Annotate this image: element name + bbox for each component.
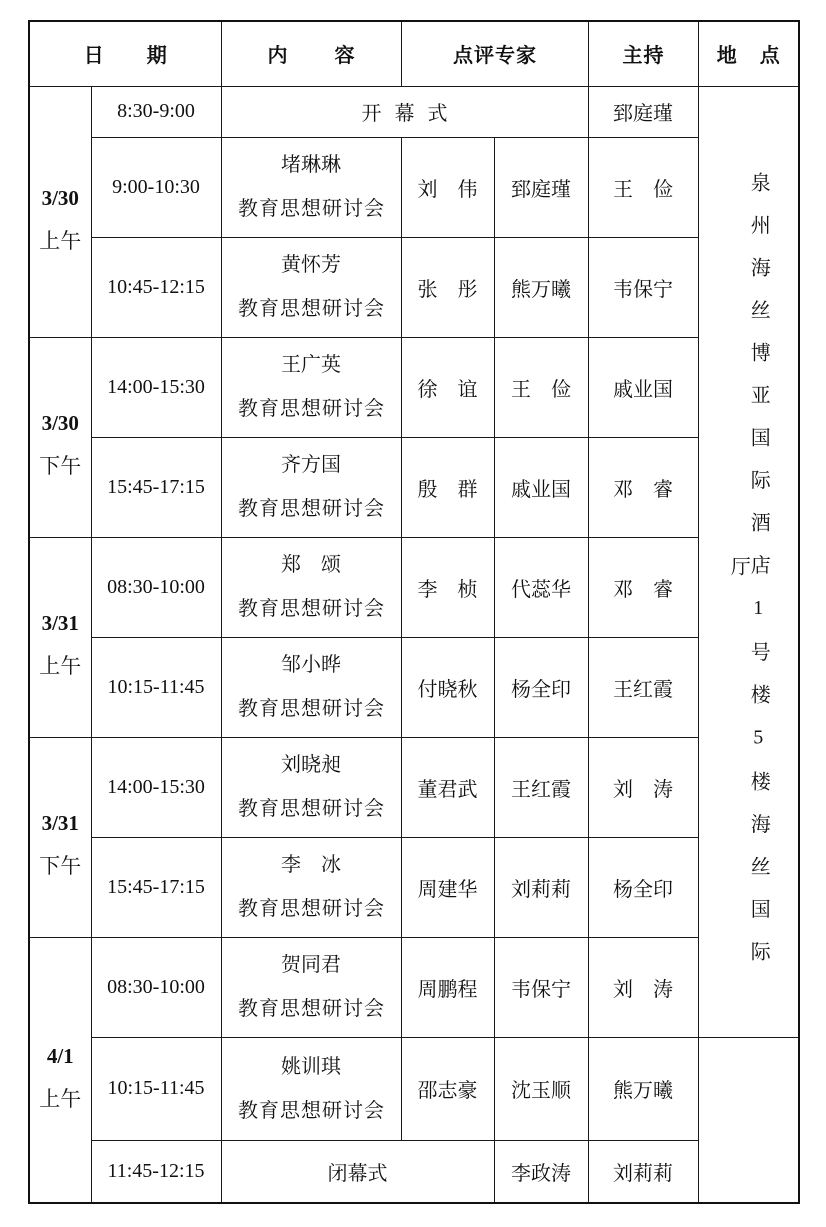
session-8-expert-1: 周建华 xyxy=(401,837,494,937)
session-6-topic: 教育思想研讨会 xyxy=(238,698,385,720)
day-1-period: 上午 xyxy=(39,229,82,253)
session-9-content-cell xyxy=(221,937,401,1037)
session-3-host: 戚业国 xyxy=(588,337,698,437)
closing-row xyxy=(29,1140,799,1203)
opening-time: 8:30-9:00 xyxy=(91,86,221,137)
header-content xyxy=(221,21,401,86)
header-location xyxy=(698,21,799,86)
session-2-host: 韦保宁 xyxy=(588,237,698,337)
location-cell xyxy=(698,86,799,1037)
session-8-speaker: 李 冰 xyxy=(281,854,341,876)
closing-title: 闭幕式 xyxy=(221,1140,494,1203)
session-row-4 xyxy=(29,437,799,537)
day-3-cell xyxy=(29,537,91,737)
opening-host: 郅庭瑾 xyxy=(588,86,698,137)
session-7-expert-2: 王红霞 xyxy=(494,737,588,837)
session-9-expert-2: 韦保宁 xyxy=(494,937,588,1037)
day-1-cell xyxy=(29,86,91,337)
header-location-label: 地 点 xyxy=(716,45,782,68)
day-2-date: 3/30 xyxy=(41,411,79,435)
session-4-topic: 教育思想研讨会 xyxy=(238,498,385,520)
day-3-date: 3/31 xyxy=(41,611,79,635)
header-content-label: 内 容 xyxy=(267,45,368,68)
session-3-speaker: 王广英 xyxy=(281,354,341,376)
session-5-speaker: 郑 颂 xyxy=(281,554,341,576)
session-9-time: 08:30-10:00 xyxy=(91,937,221,1037)
session-2-content-cell xyxy=(221,237,401,337)
day-5-period: 上午 xyxy=(39,1087,82,1111)
session-row-1 xyxy=(29,137,799,237)
session-4-expert-1: 殷 群 xyxy=(401,437,494,537)
session-2-expert-1: 张 彤 xyxy=(401,237,494,337)
session-3-content-cell xyxy=(221,337,401,437)
session-row-8 xyxy=(29,837,799,937)
location-empty-cell xyxy=(698,1037,799,1203)
day-4-period: 下午 xyxy=(39,855,82,878)
session-2-expert-2: 熊万曦 xyxy=(494,237,588,337)
session-10-time: 10:15-11:45 xyxy=(91,1037,221,1140)
header-date-label: 日 期 xyxy=(83,45,179,68)
session-1-expert-1: 刘 伟 xyxy=(401,137,494,237)
session-6-expert-2: 杨全印 xyxy=(494,637,588,737)
session-10-expert-2: 沈玉顺 xyxy=(494,1037,588,1140)
opening-title: 开 幕 式 xyxy=(221,86,588,137)
session-8-host: 杨全印 xyxy=(588,837,698,937)
session-7-time: 14:00-15:30 xyxy=(91,737,221,837)
session-1-host: 王 俭 xyxy=(588,137,698,237)
header-experts xyxy=(401,21,588,86)
closing-expert-2: 李政涛 xyxy=(494,1140,588,1203)
day-4-cell xyxy=(29,737,91,937)
session-row-6 xyxy=(29,637,799,737)
header-host xyxy=(588,21,698,86)
header-row xyxy=(29,21,799,86)
session-10-host: 熊万曦 xyxy=(588,1037,698,1140)
closing-time: 11:45-12:15 xyxy=(91,1140,221,1203)
opening-row xyxy=(29,86,799,137)
session-3-topic: 教育思想研讨会 xyxy=(238,398,385,420)
session-4-host: 邓 睿 xyxy=(588,437,698,537)
session-4-speaker: 齐方国 xyxy=(281,454,341,476)
day-3-period: 上午 xyxy=(39,655,82,678)
day-4-date: 3/31 xyxy=(41,811,79,835)
session-row-7 xyxy=(29,737,799,837)
session-5-expert-2: 代蕊华 xyxy=(494,537,588,637)
session-1-expert-2: 郅庭瑾 xyxy=(494,137,588,237)
session-7-host: 刘 涛 xyxy=(588,737,698,837)
session-row-10 xyxy=(29,1037,799,1140)
schedule-table xyxy=(28,20,800,1204)
day-2-cell xyxy=(29,337,91,537)
session-1-content-cell xyxy=(221,137,401,237)
session-5-topic: 教育思想研讨会 xyxy=(238,598,385,620)
session-row-9 xyxy=(29,937,799,1037)
day-1-date: 3/30 xyxy=(41,185,79,210)
session-5-content-cell xyxy=(221,537,401,637)
session-9-topic: 教育思想研讨会 xyxy=(238,998,385,1020)
session-1-time: 9:00-10:30 xyxy=(91,137,221,237)
session-3-time: 14:00-15:30 xyxy=(91,337,221,437)
header-date xyxy=(29,21,221,86)
header-experts-label: 点评专家 xyxy=(453,45,537,68)
session-10-expert-1: 邵志豪 xyxy=(401,1037,494,1140)
session-7-speaker: 刘晓昶 xyxy=(281,754,341,776)
session-8-expert-2: 刘莉莉 xyxy=(494,837,588,937)
session-6-host: 王红霞 xyxy=(588,637,698,737)
session-row-5 xyxy=(29,537,799,637)
closing-host: 刘莉莉 xyxy=(588,1140,698,1203)
session-6-speaker: 邹小晔 xyxy=(281,654,341,676)
session-7-content-cell xyxy=(221,737,401,837)
session-row-2 xyxy=(29,237,799,337)
session-7-expert-1: 董君武 xyxy=(401,737,494,837)
day-5-cell xyxy=(29,937,91,1203)
session-row-3 xyxy=(29,337,799,437)
session-5-expert-1: 李 桢 xyxy=(401,537,494,637)
session-4-content-cell xyxy=(221,437,401,537)
session-5-time: 08:30-10:00 xyxy=(91,537,221,637)
location-text: 泉州海丝博亚国际酒店1号楼5楼海丝国际厅 xyxy=(727,171,770,984)
session-6-expert-1: 付晓秋 xyxy=(401,637,494,737)
session-3-expert-1: 徐 谊 xyxy=(401,337,494,437)
header-host-label: 主持 xyxy=(622,45,665,68)
session-9-host: 刘 涛 xyxy=(588,937,698,1037)
session-8-topic: 教育思想研讨会 xyxy=(238,898,385,920)
session-9-speaker: 贺同君 xyxy=(281,954,341,976)
session-2-time: 10:45-12:15 xyxy=(91,237,221,337)
session-5-host: 邓 睿 xyxy=(588,537,698,637)
session-1-speaker: 堵琳琳 xyxy=(281,154,341,176)
session-8-content-cell xyxy=(221,837,401,937)
session-8-time: 15:45-17:15 xyxy=(91,837,221,937)
day-2-period: 下午 xyxy=(39,455,82,478)
session-3-expert-2: 王 俭 xyxy=(494,337,588,437)
session-4-time: 15:45-17:15 xyxy=(91,437,221,537)
session-4-expert-2: 戚业国 xyxy=(494,437,588,537)
session-7-topic: 教育思想研讨会 xyxy=(238,798,385,820)
session-9-expert-1: 周鹏程 xyxy=(401,937,494,1037)
session-10-topic: 教育思想研讨会 xyxy=(238,1099,385,1122)
session-2-topic: 教育思想研讨会 xyxy=(238,298,385,320)
session-6-time: 10:15-11:45 xyxy=(91,637,221,737)
session-10-content-cell xyxy=(221,1037,401,1140)
session-10-speaker: 姚训琪 xyxy=(281,1055,341,1078)
day-5-date: 4/1 xyxy=(46,1043,74,1068)
session-6-content-cell xyxy=(221,637,401,737)
session-1-topic: 教育思想研讨会 xyxy=(238,198,385,220)
session-2-speaker: 黄怀芳 xyxy=(281,254,341,276)
